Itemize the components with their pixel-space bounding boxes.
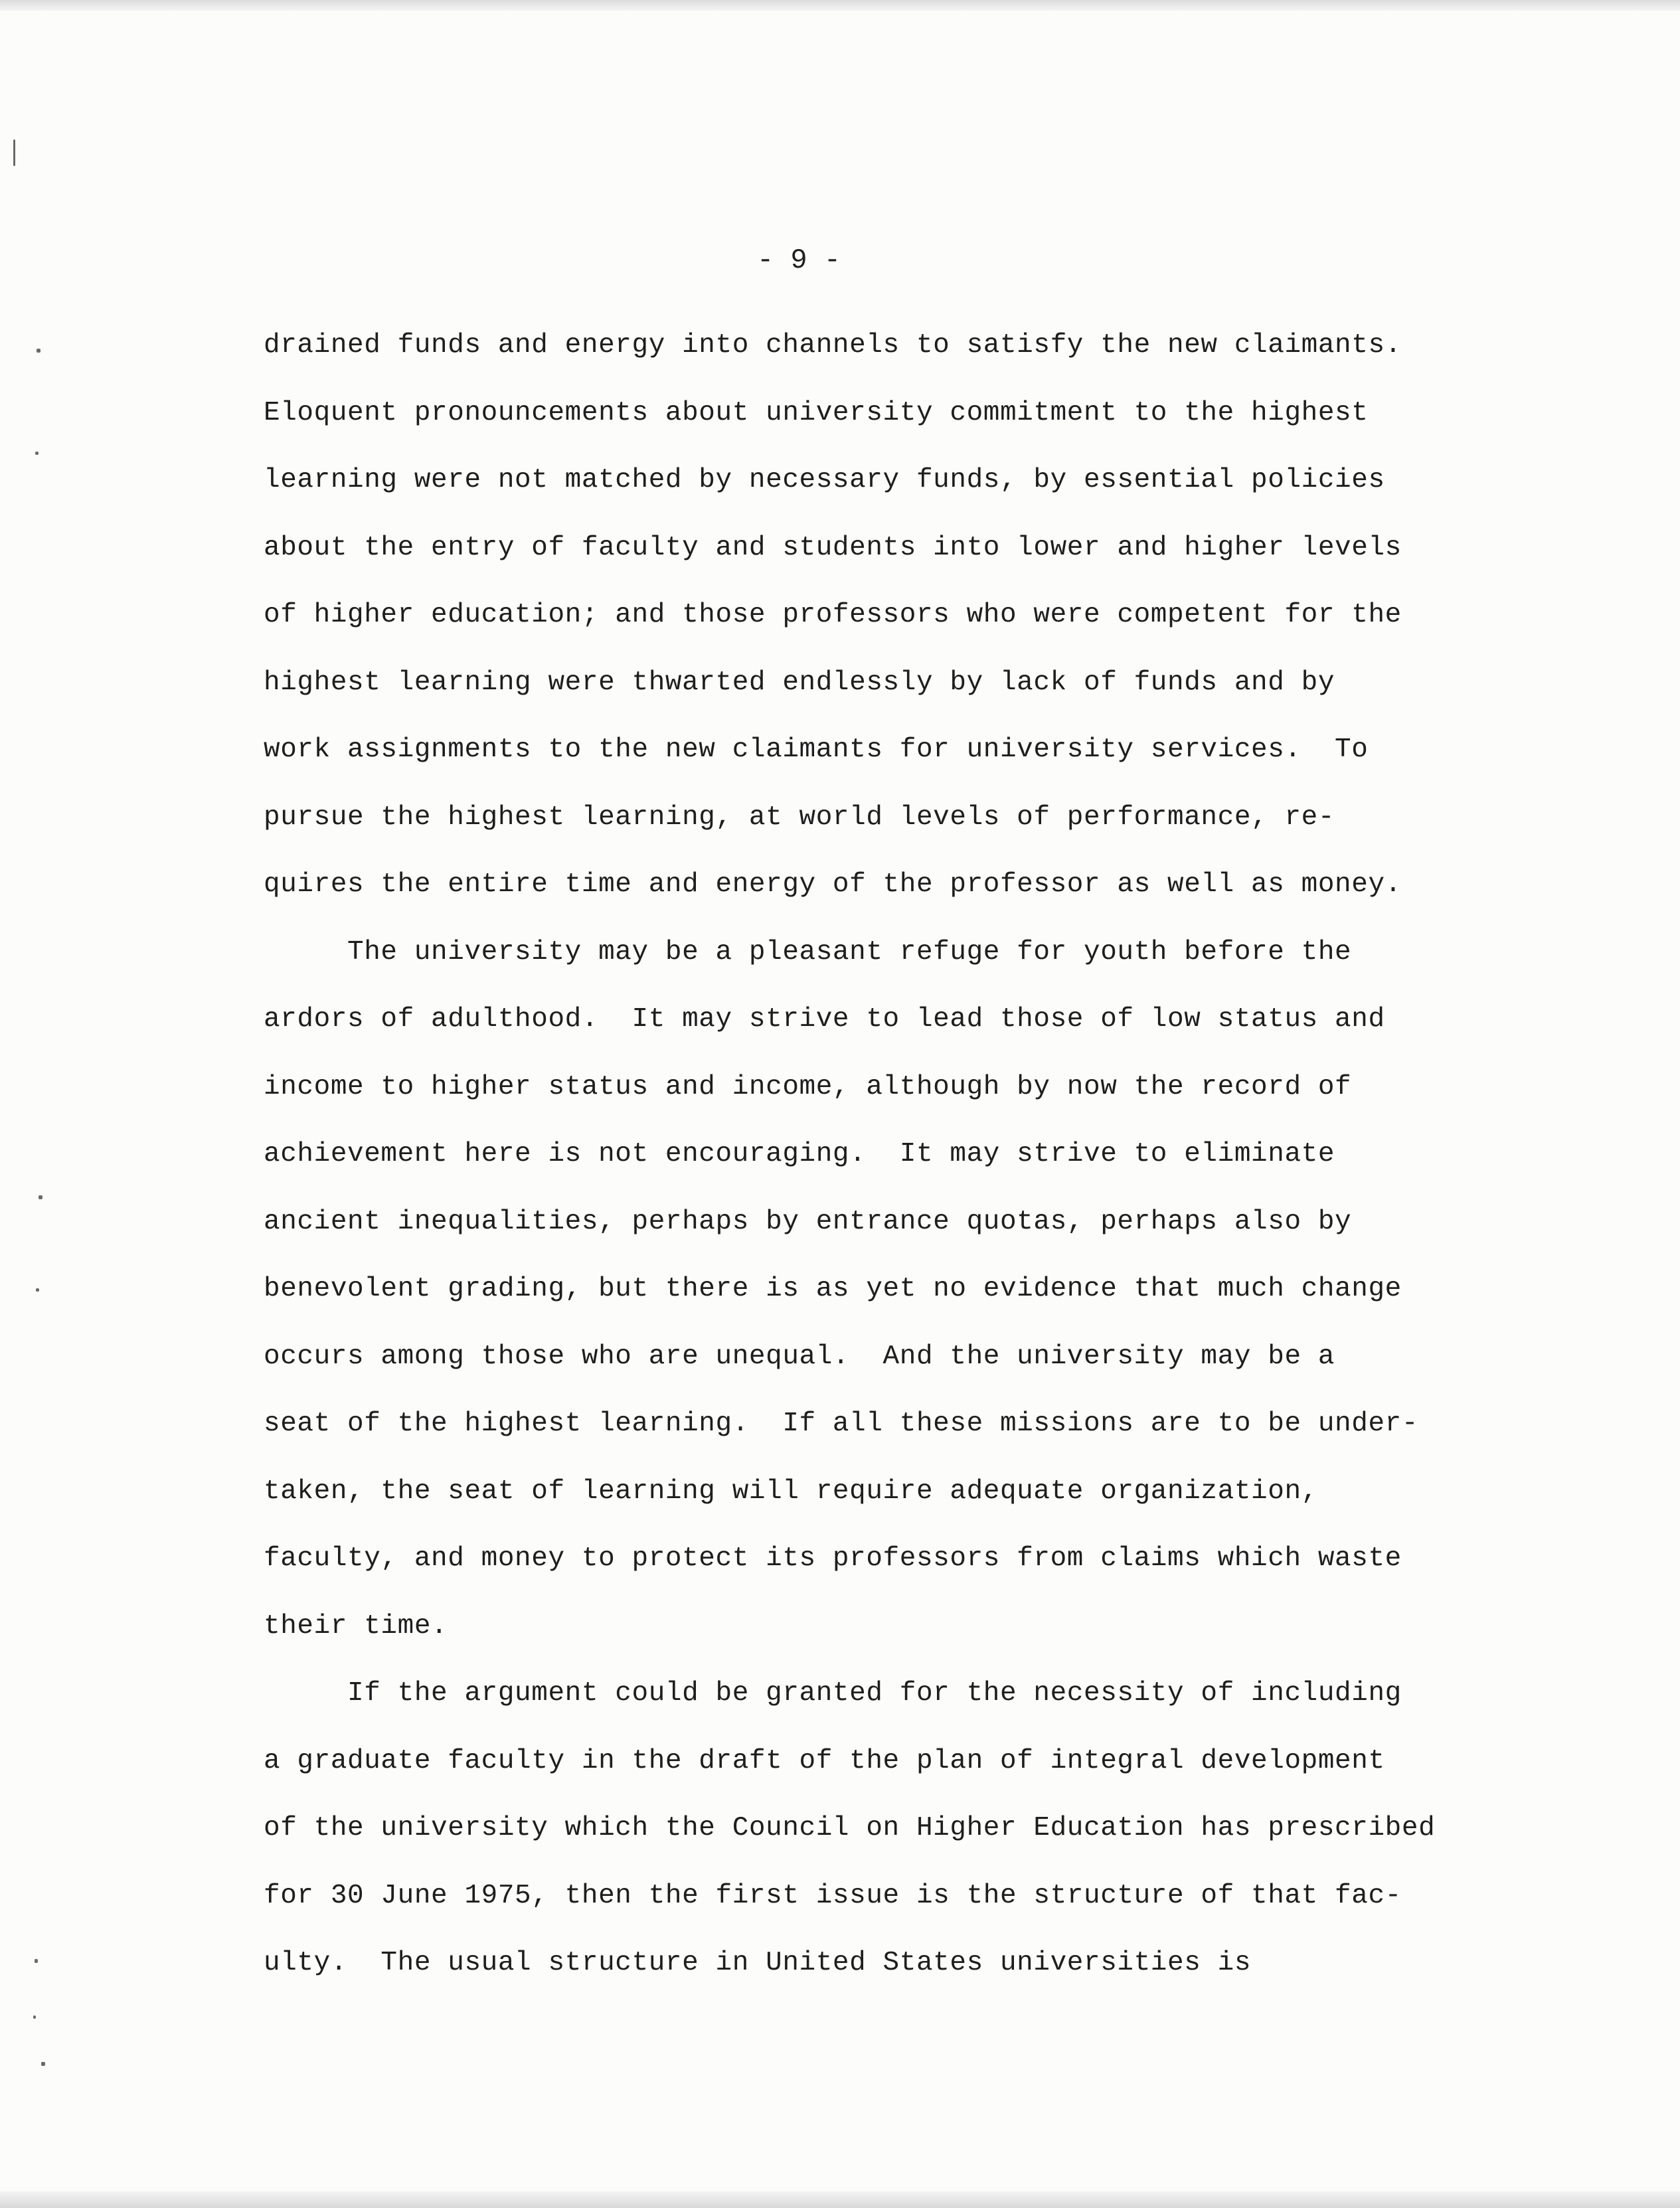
text-line: highest learning were thwarted endlessly by lack of funds and by (264, 667, 1335, 698)
page-number: - 9 - (757, 244, 841, 276)
text-line: work assignments to the new claimants for university services. To (264, 734, 1369, 765)
text-line: about the entry of faculty and students into lower and higher levels (264, 532, 1402, 563)
text-line: ancient inequalities, perhaps by entrance quotas, perhaps also by (264, 1206, 1352, 1237)
text-line: learning were not matched by necessary funds, by essential policies (264, 465, 1385, 495)
text-line: their time. (264, 1610, 448, 1642)
text-line: Eloquent pronouncements about university commitment to the highest (264, 397, 1369, 428)
text-line: taken, the seat of learning will require adequate organization, (264, 1476, 1318, 1507)
margin-mark (37, 349, 41, 353)
text-line: ardors of adulthood. It may strive to lead those of low status and (264, 1004, 1385, 1035)
text-line: of higher education; and those professors who were competent for the (264, 600, 1402, 630)
text-line: quires the entire time and energy of the professor as well as money. (264, 869, 1402, 900)
paragraph-start-line: If the argument could be granted for the necessity of including (264, 1678, 1402, 1709)
text-line: achievement here is not encouraging. It may strive to eliminate (264, 1139, 1335, 1169)
paragraph-start-line: The university may be a pleasant refuge for youth before the (264, 936, 1352, 968)
scan-edge-top (0, 0, 1680, 11)
text-line: income to higher status and income, although by now the record of (264, 1071, 1352, 1102)
text-line: for 30 June 1975, then the first issue is the structure of that fac- (264, 1880, 1402, 1911)
text-line: seat of the highest learning. If all these missions are to be under- (264, 1408, 1419, 1439)
body-text (264, 312, 1436, 1997)
margin-mark (13, 139, 15, 166)
margin-mark (35, 452, 39, 455)
margin-mark (41, 2062, 45, 2066)
text-line: of the university which the Council on Higher Education has prescribed (264, 1813, 1436, 1843)
text-line: faculty, and money to protect its professors from claims which waste (264, 1543, 1402, 1574)
margin-mark (39, 1195, 42, 1199)
margin-mark (36, 1288, 39, 1292)
text-line: a graduate faculty in the draft of the plan of integral development (264, 1745, 1385, 1776)
text-line: benevolent grading, but there is as yet no evidence that much change (264, 1274, 1402, 1304)
text-line: drained funds and energy into channels to satisfy the new claimants. (264, 330, 1402, 361)
text-line: ulty. The usual structure in United States universities is (264, 1948, 1252, 1978)
scan-edge-bottom (0, 2191, 1680, 2208)
margin-mark (33, 2015, 36, 2019)
text-line: pursue the highest learning, at world levels of performance, re- (264, 802, 1335, 833)
text-line: occurs among those who are unequal. And the university may be a (264, 1341, 1335, 1372)
margin-mark (35, 1959, 38, 1963)
